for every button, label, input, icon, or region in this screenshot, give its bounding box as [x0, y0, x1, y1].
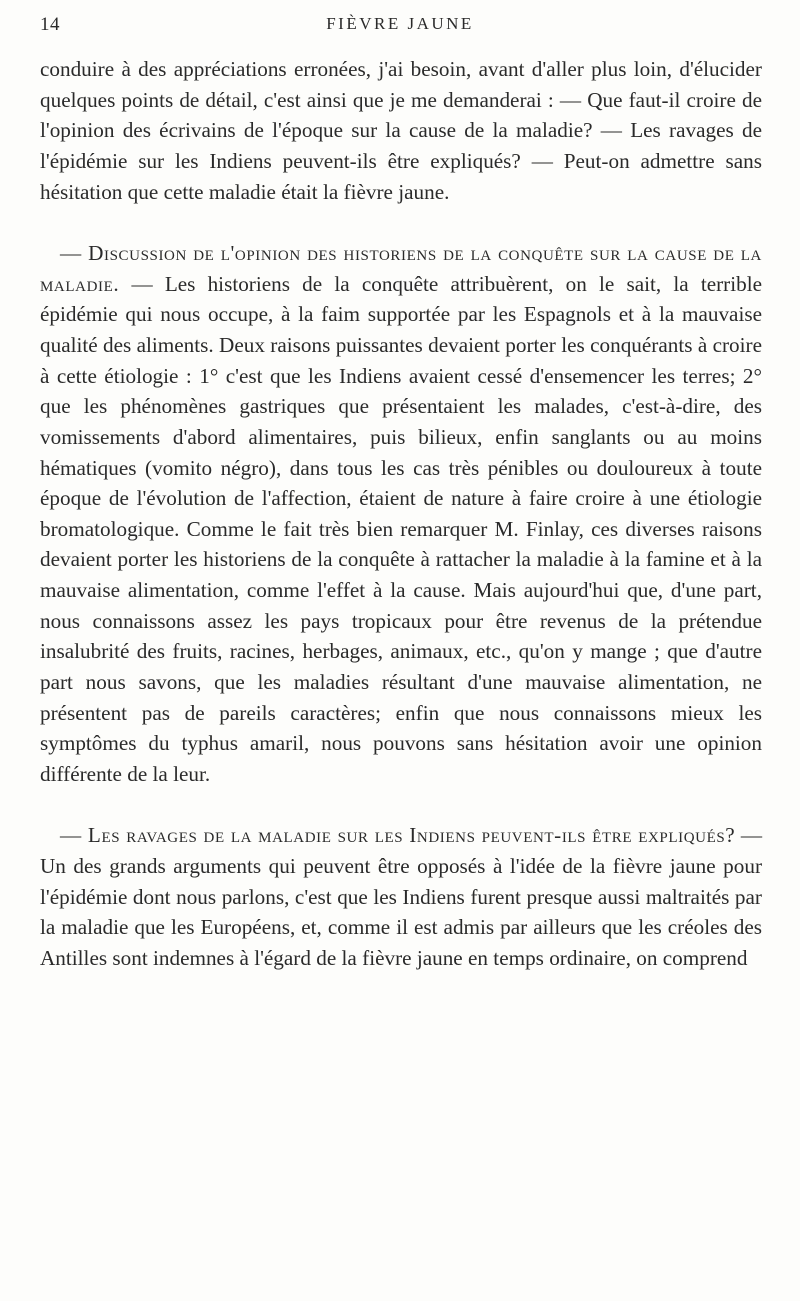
- body-text: [40, 54, 762, 974]
- paragraph-text: — Un des grands arguments qui peuvent être opposés à l'idée de la fièvre jaune pour l'épidémie dont nous parlons, c'est que les Indiens furent presque aussi maltraités par la maladie que les Européens, et, comme il est admis par ailleurs que les créoles des Antilles sont indemnes à l'égard de la fièvre jaune en temps ordinaire, on comprend: [40, 823, 763, 970]
- paragraph-text: conduire à des appréciations erronées, j'ai besoin, avant d'aller plus loin, d'élucider quelques points de détail, c'est ainsi que je me demanderai : — Que faut-il croire de l'opinion des écrivains de l'époque sur la cause de la maladie? — Les ravages de l'épidémie sur les Indiens peuvent-ils être expliqués? — Peut-on admettre sans hésitation que cette maladie était la fièvre jaune.: [40, 57, 762, 204]
- paragraph-historians-discussion: [40, 238, 762, 790]
- paragraph-text: — Les historiens de la conquête attribuèrent, on le sait, la terrible épidémie qui nous occupe, à la faim supportée par les Espagnols et à la mauvaise qualité des aliments. Deux raisons puissantes devaient porter les conquérants à croire à cette étiologie : 1° c'est que les Indiens avaient cessé d'ensemencer les terres; 2° que les phénomènes gastriques que présentaient les malades, c'est-à-dire, des vomissements d'abord alimentaires, puis bilieux, enfin sanglants ou au moins hématiques (vomito négro), dans tous les cas très pénibles ou douloureux à toute époque de l'évolution de l'affection, étaient de nature à faire croire à une étiologie bromatologique. Comme le fait très bien remarquer M. Finlay, ces diverses raisons devaient porter les historiens de la conquête à rattacher la maladie à la famine et à la mauvaise alimentation, comme l'effet à la cause. Mais aujourd'hui que, d'une part, nous connaissons assez les pays tropicaux pour être revenus de la prétendue insalubrité des fruits, racines, herbages, animaux, etc., qu'on y mange ; que d'autre part nous savons, que les maladies résultant d'une mauvaise alimentation, ne présentent pas de pareils caractères; enfin que nous connaissons mieux les symptômes du typhus amaril, nous pouvons sans hésitation avoir une opinion différente de la leur.: [40, 271, 762, 787]
- section-heading-historians: — Discussion de l'opinion des historiens de la conquête sur la cause de la maladie.: [40, 240, 762, 296]
- running-head: [40, 14, 760, 40]
- paragraph-ravages-indians: [40, 820, 762, 973]
- section-heading-ravages: — Les ravages de la maladie sur les Indiens peuvent-ils être expliqués?: [60, 823, 736, 848]
- running-title: FIÈVRE JAUNE: [326, 14, 474, 33]
- page-number: 14: [40, 14, 60, 35]
- paragraph-continuation: [40, 54, 762, 207]
